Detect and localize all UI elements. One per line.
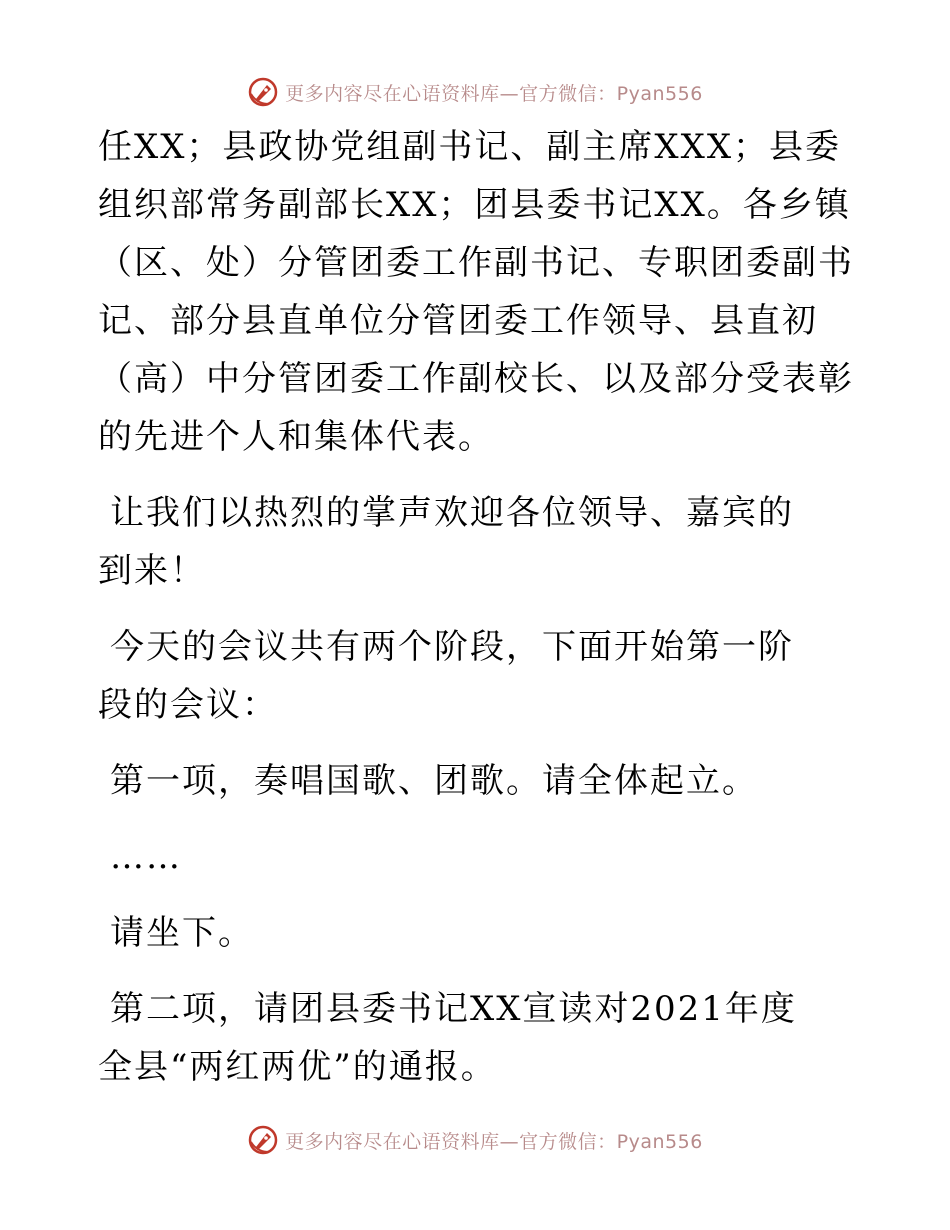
item-one-paragraph: 第一项，奏唱国歌、团歌。请全体起立。 xyxy=(110,761,758,801)
fountain-pen-nib-logo xyxy=(247,76,279,108)
watermark-text: 更多内容尽在心语资料库—官方微信：Pyan556 xyxy=(285,82,703,105)
document-body xyxy=(98,118,858,1096)
ellipsis-paragraph: …… xyxy=(110,837,182,877)
agenda-intro-paragraph: 今天的会议共有两个阶段，下面开始第一阶段的会议： xyxy=(98,627,794,725)
watermark-text: 更多内容尽在心语资料库—官方微信：Pyan556 xyxy=(285,1130,703,1153)
welcome-paragraph: 让我们以热烈的掌声欢迎各位领导、嘉宾的到来！ xyxy=(98,493,794,591)
footer-watermark xyxy=(0,1120,950,1160)
header-watermark xyxy=(0,72,950,112)
sit-down-paragraph: 请坐下。 xyxy=(110,913,254,953)
attendees-paragraph: 任XX；县政协党组副书记、副主席XXX；县委组织部常务副部长XX；团县委书记XX。各乡镇（区、处）分管团委工作副书记、专职团委副书记、部分县直单位分管团委工作领导、县直初（高）中分管团委工作副校长、以及部分受表彰的先进个人和集体代表。 xyxy=(98,127,854,457)
fountain-pen-nib-logo xyxy=(247,1124,279,1156)
item-two-paragraph: 第二项，请团县委书记XX宣读对2021年度全县“两红两优”的通报。 xyxy=(98,989,797,1087)
